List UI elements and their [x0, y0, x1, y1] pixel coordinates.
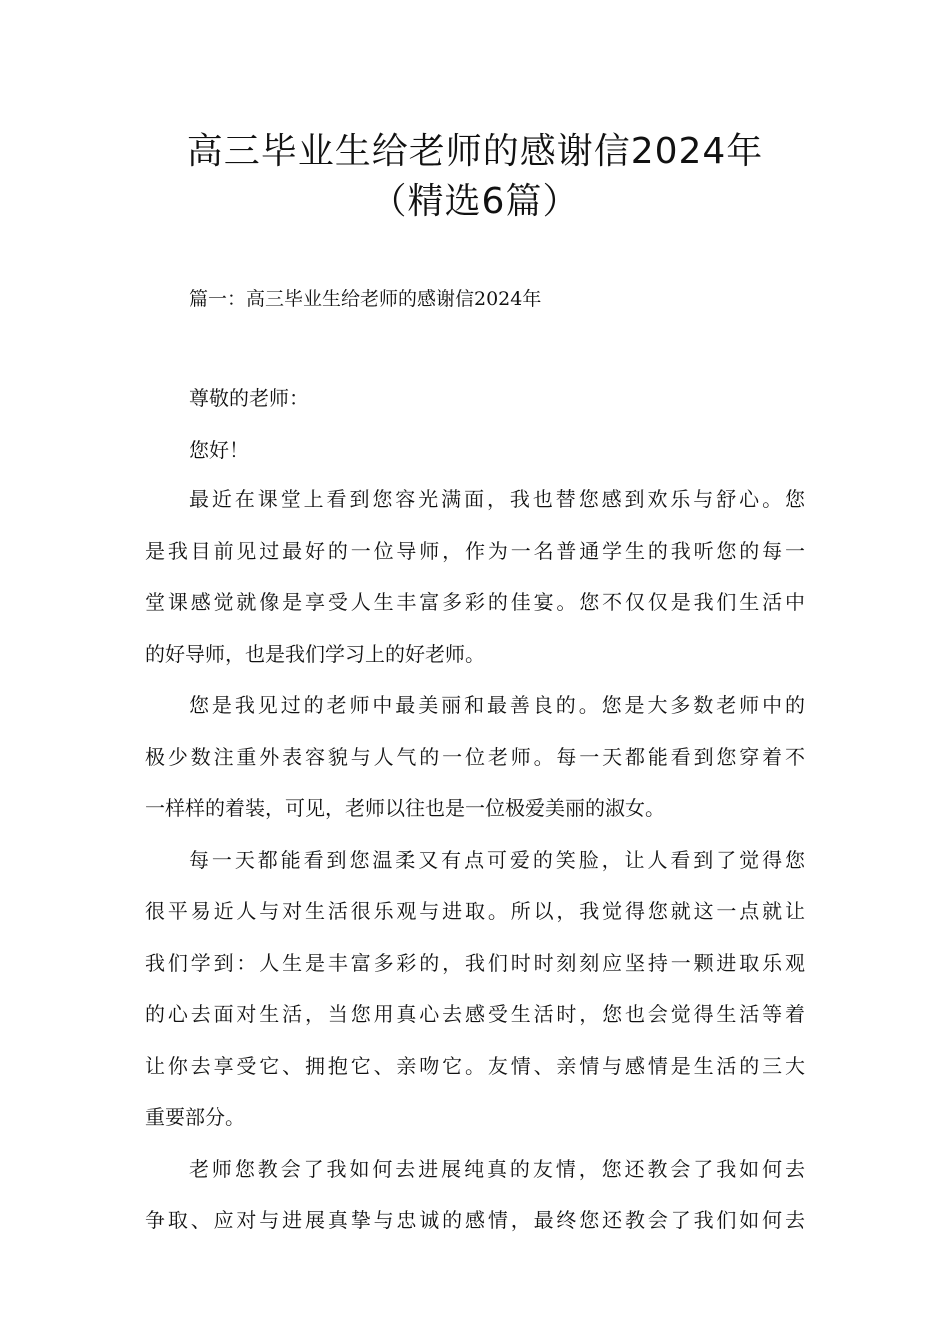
- paragraph-line: 争取、应对与进展真挚与忠诚的感情，最终您还教会了我们如何去: [145, 1208, 805, 1232]
- letter-body: [145, 474, 805, 1247]
- paragraph: [145, 680, 805, 835]
- paragraph-line: 每一天都能看到您温柔又有点可爱的笑脸，让人看到了觉得您: [189, 847, 805, 872]
- salutation: 尊敬的老师：: [189, 386, 309, 410]
- paragraph-line: 极少数注重外表容貌与人气的一位老师。每一天都能看到您穿着不: [145, 744, 805, 769]
- greeting: 您好！: [189, 438, 249, 462]
- paragraph-line: 让你去享受它、拥抱它、亲吻它。友情、亲情与感情是生活的三大: [145, 1053, 805, 1078]
- paragraph-line: 是我目前见过最好的一位导师，作为一名普通学生的我听您的每一: [145, 538, 805, 563]
- paragraph-line: 最近在课堂上看到您容光满面，我也替您感到欢乐与舒心。您: [189, 487, 805, 511]
- paragraph: [145, 1144, 805, 1247]
- paragraph-line: 的好导师，也是我们学习上的好老师。: [145, 641, 485, 666]
- paragraph-line: 的心去面对生活，当您用真心去感受生活时，您也会觉得生活等着: [145, 1002, 805, 1026]
- paragraph-line: 您是我见过的老师中最美丽和最善良的。您是大多数老师中的: [189, 693, 805, 717]
- paragraph: [145, 474, 805, 680]
- paragraph-line: 我们学到：人生是丰富多彩的，我们时时刻刻应坚持一颗进取乐观: [145, 950, 805, 975]
- paragraph-line: 堂课感觉就像是享受人生丰富多彩的佳宴。您不仅仅是我们生活中: [145, 590, 805, 614]
- section-heading: 篇一：高三毕业生给老师的感谢信2024年: [189, 288, 542, 310]
- paragraph-line: 老师您教会了我如何去进展纯真的友情，您还教会了我如何去: [189, 1156, 805, 1181]
- paragraph-line: 重要部分。: [145, 1105, 245, 1129]
- document-subtitle: （精选6篇）: [370, 181, 580, 222]
- paragraph: [145, 835, 805, 1144]
- document-title: 高三毕业生给老师的感谢信2024年: [186, 131, 764, 172]
- paragraph-line: 很平易近人与对生活很乐观与进取。所以，我觉得您就这一点就让: [145, 899, 805, 923]
- paragraph-line: 一样样的着装，可见，老师以往也是一位极爱美丽的淑女。: [145, 796, 665, 820]
